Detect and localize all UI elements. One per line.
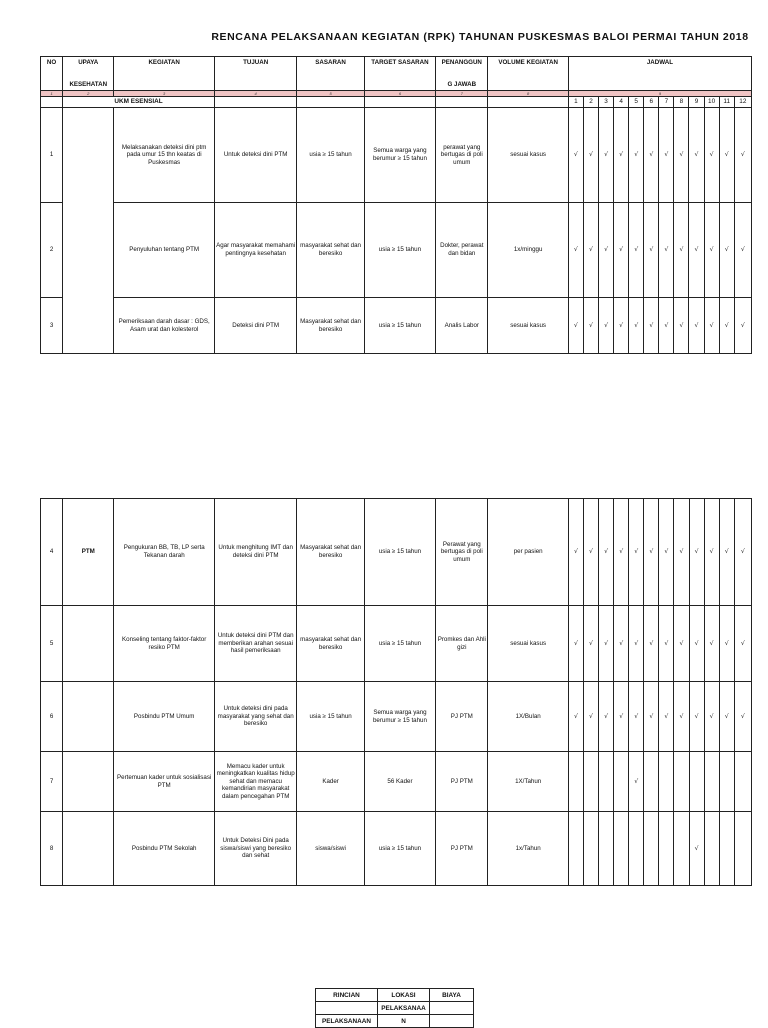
schedule-check: √	[689, 606, 704, 682]
table-row	[41, 203, 752, 298]
schedule-empty	[734, 752, 751, 812]
schedule-empty	[674, 812, 689, 886]
row-tujuan: Untuk Deteksi Dini pada siswa/siswi yang beresiko dan sehat	[214, 812, 296, 886]
table-row	[41, 499, 752, 606]
row-tujuan: Memacu kader untuk meningkatkan kualitas hidup sehat dan memacu kemandirian masyarakat dalam pencegahan PTM	[214, 752, 296, 812]
schedule-check: √	[644, 682, 659, 752]
schedule-check: √	[614, 108, 629, 203]
summary-biaya: BIAYA	[430, 989, 474, 1002]
row-upaya	[63, 812, 114, 886]
summary-lokasi: LOKASI	[378, 989, 430, 1002]
schedule-check: √	[689, 682, 704, 752]
section-row	[41, 97, 752, 108]
row-no: 8	[41, 812, 63, 886]
row-penanggung-jawab: PJ PTM	[436, 812, 488, 886]
row-penanggung-jawab: Dokter, perawat dan bidan	[436, 203, 488, 298]
month-header: 5	[629, 97, 644, 108]
header-target-sasaran: TARGET SASARAN	[364, 57, 435, 91]
row-sasaran: usia ≥ 15 tahun	[297, 108, 364, 203]
header-sasaran: SASARAN	[297, 57, 364, 91]
schedule-check: √	[734, 108, 751, 203]
month-header: 9	[689, 97, 704, 108]
schedule-check: √	[583, 203, 598, 298]
schedule-check: √	[644, 203, 659, 298]
row-tujuan: Untuk menghitung IMT dan deteksi dini PTM	[214, 499, 296, 606]
row-no: 2	[41, 203, 63, 298]
schedule-empty	[644, 752, 659, 812]
schedule-check: √	[674, 682, 689, 752]
rpk-table-part-1	[40, 56, 752, 354]
schedule-empty	[734, 812, 751, 886]
blank-cell	[297, 97, 364, 108]
schedule-check: √	[674, 203, 689, 298]
row-penanggung-jawab: Promkes dan Ahli gizi	[436, 606, 488, 682]
schedule-check: √	[719, 606, 734, 682]
row-penanggung-jawab: Analis Labor	[436, 298, 488, 354]
schedule-check: √	[568, 203, 583, 298]
table-row	[41, 752, 752, 812]
schedule-empty	[599, 812, 614, 886]
row-sasaran: masyarakat sehat dan beresiko	[297, 203, 364, 298]
schedule-check: √	[719, 203, 734, 298]
row-penanggung-jawab: PJ PTM	[436, 752, 488, 812]
row-no: 1	[41, 108, 63, 203]
row-no: 3	[41, 298, 63, 354]
schedule-empty	[583, 812, 598, 886]
table-row	[41, 298, 752, 354]
schedule-check: √	[629, 499, 644, 606]
row-sasaran: Masyarakat sehat dan beresiko	[297, 499, 364, 606]
summary-pelaksanaan: PELAKSANAAN	[316, 1015, 378, 1028]
blank-cell	[436, 97, 488, 108]
schedule-check: √	[734, 203, 751, 298]
schedule-check: √	[689, 298, 704, 354]
blank-cell	[430, 1015, 474, 1028]
row-sasaran: masyarakat sehat dan beresiko	[297, 606, 364, 682]
schedule-check: √	[704, 203, 719, 298]
schedule-check: √	[599, 606, 614, 682]
schedule-check: √	[719, 108, 734, 203]
schedule-empty	[568, 752, 583, 812]
schedule-check: √	[583, 298, 598, 354]
schedule-check: √	[719, 499, 734, 606]
schedule-empty	[704, 812, 719, 886]
schedule-check: √	[583, 682, 598, 752]
schedule-check: √	[599, 108, 614, 203]
row-upaya	[63, 752, 114, 812]
header-upaya	[63, 57, 114, 91]
blank-cell	[214, 97, 296, 108]
blank-cell	[430, 1002, 474, 1015]
header-jadwal: JADWAL	[568, 57, 751, 91]
row-volume: sesuai kasus	[488, 298, 568, 354]
schedule-check: √	[734, 499, 751, 606]
table-row	[41, 682, 752, 752]
schedule-empty	[674, 752, 689, 812]
row-target: usia ≥ 15 tahun	[364, 606, 435, 682]
document-title: RENCANA PELAKSANAAN KEGIATAN (RPK) TAHUNAN PUSKESMAS BALOI PERMAI TAHUN 2018	[211, 31, 749, 43]
row-kegiatan: Melaksanakan deteksi dini ptm pada umur 15 thn keatas di Puskesmas	[114, 108, 215, 203]
schedule-check: √	[599, 682, 614, 752]
schedule-empty	[704, 752, 719, 812]
schedule-check: √	[659, 298, 674, 354]
index-cell: 8	[488, 91, 568, 97]
schedule-check: √	[644, 108, 659, 203]
table-row	[41, 812, 752, 886]
schedule-check: √	[689, 203, 704, 298]
row-volume: 1x/Tahun	[488, 812, 568, 886]
row-kegiatan: Konseling tentang faktor-faktor resiko PTM	[114, 606, 215, 682]
schedule-check: √	[704, 298, 719, 354]
index-cell: 9	[568, 91, 751, 97]
row-upaya	[63, 108, 114, 354]
blank-cell	[316, 1002, 378, 1015]
schedule-check: √	[674, 606, 689, 682]
row-target: usia ≥ 15 tahun	[364, 298, 435, 354]
row-upaya	[63, 606, 114, 682]
month-header: 6	[644, 97, 659, 108]
schedule-check: √	[629, 606, 644, 682]
row-kegiatan: Posbindu PTM Sekolah	[114, 812, 215, 886]
schedule-check: √	[629, 203, 644, 298]
schedule-check: √	[659, 682, 674, 752]
schedule-empty	[659, 812, 674, 886]
schedule-check: √	[704, 606, 719, 682]
row-sasaran: siswa/siswi	[297, 812, 364, 886]
schedule-empty	[719, 752, 734, 812]
summary-table	[315, 988, 474, 1028]
rpk-table-part-2	[40, 498, 752, 886]
row-target: usia ≥ 15 tahun	[364, 203, 435, 298]
row-penanggung-jawab: PJ PTM	[436, 682, 488, 752]
header-upaya-line2: KESEHATAN	[69, 81, 108, 89]
month-header: 2	[583, 97, 598, 108]
row-kegiatan: Pemeriksaan darah dasar : GDS, Asam urat dan kolesterol	[114, 298, 215, 354]
schedule-check: √	[719, 298, 734, 354]
row-no: 4	[41, 499, 63, 606]
month-header: 11	[719, 97, 734, 108]
schedule-check: √	[674, 298, 689, 354]
row-no: 7	[41, 752, 63, 812]
schedule-check: √	[644, 298, 659, 354]
summary-lokasi-line3: N	[378, 1015, 430, 1028]
header-pj-line1: PENANGGUN	[441, 59, 482, 66]
row-kegiatan: Pengukuran BB, TB, LP serta Tekanan darah	[114, 499, 215, 606]
schedule-check: √	[734, 606, 751, 682]
index-cell: 1	[41, 91, 63, 97]
row-volume: per pasien	[488, 499, 568, 606]
schedule-check: √	[614, 606, 629, 682]
header-pj-line2: G JAWAB	[447, 81, 477, 89]
row-volume: 1x/minggu	[488, 203, 568, 298]
month-header: 10	[704, 97, 719, 108]
header-kegiatan: KEGIATAN	[114, 57, 215, 91]
schedule-check: √	[719, 682, 734, 752]
row-kegiatan: Pertemuan kader untuk sosialisasi PTM	[114, 752, 215, 812]
schedule-check: √	[629, 682, 644, 752]
header-penanggung-jawab	[436, 57, 488, 91]
row-target: usia ≥ 15 tahun	[364, 812, 435, 886]
schedule-check: √	[568, 298, 583, 354]
schedule-empty	[599, 752, 614, 812]
row-upaya: PTM	[63, 499, 114, 606]
header-upaya-line1: UPAYA	[78, 59, 99, 66]
schedule-check: √	[614, 203, 629, 298]
index-cell: 2	[63, 91, 114, 97]
row-upaya	[63, 682, 114, 752]
schedule-empty	[689, 752, 704, 812]
table-row	[41, 108, 752, 203]
row-target: 56 Kader	[364, 752, 435, 812]
index-cell: 6	[364, 91, 435, 97]
schedule-check: √	[689, 499, 704, 606]
row-kegiatan: Penyuluhan tentang PTM	[114, 203, 215, 298]
month-header: 8	[674, 97, 689, 108]
schedule-check: √	[674, 108, 689, 203]
index-cell: 5	[297, 91, 364, 97]
row-penanggung-jawab: Perawat yang bertugas di poli umum	[436, 499, 488, 606]
schedule-empty	[629, 812, 644, 886]
index-cell: 7	[436, 91, 488, 97]
row-sasaran: Kader	[297, 752, 364, 812]
blank-cell	[364, 97, 435, 108]
schedule-check: √	[659, 203, 674, 298]
row-tujuan: Deteksi dini PTM	[214, 298, 296, 354]
schedule-empty	[659, 752, 674, 812]
schedule-check: √	[659, 499, 674, 606]
schedule-check: √	[583, 499, 598, 606]
schedule-check: √	[689, 108, 704, 203]
row-volume: sesuai kasus	[488, 108, 568, 203]
schedule-check: √	[704, 108, 719, 203]
table-row	[41, 606, 752, 682]
month-header: 7	[659, 97, 674, 108]
row-volume: 1X/Tahun	[488, 752, 568, 812]
schedule-check: √	[599, 499, 614, 606]
schedule-empty	[644, 812, 659, 886]
schedule-check: √	[599, 203, 614, 298]
blank-cell	[41, 97, 63, 108]
schedule-check: √	[644, 499, 659, 606]
schedule-check: √	[614, 298, 629, 354]
schedule-check: √	[659, 606, 674, 682]
schedule-check: √	[734, 682, 751, 752]
row-target: usia ≥ 15 tahun	[364, 499, 435, 606]
index-cell: 3	[114, 91, 215, 97]
month-header: 1	[568, 97, 583, 108]
summary-lokasi-line2: PELAKSANAA	[378, 1002, 430, 1015]
schedule-empty	[583, 752, 598, 812]
schedule-check: √	[734, 298, 751, 354]
schedule-check: √	[659, 108, 674, 203]
row-no: 6	[41, 682, 63, 752]
header-no: NO	[41, 57, 63, 91]
row-target: Semua warga yang berumur ≥ 15 tahun	[364, 108, 435, 203]
month-header: 4	[614, 97, 629, 108]
schedule-check: √	[568, 499, 583, 606]
header-tujuan: TUJUAN	[214, 57, 296, 91]
header-volume-kegiatan: VOLUME KEGIATAN	[488, 57, 568, 91]
month-header: 12	[734, 97, 751, 108]
schedule-check: √	[704, 682, 719, 752]
schedule-check: √	[629, 108, 644, 203]
row-kegiatan: Posbindu PTM Umum	[114, 682, 215, 752]
schedule-check: √	[629, 298, 644, 354]
row-penanggung-jawab: perawat yang bertugas di poli umum	[436, 108, 488, 203]
row-sasaran: usia ≥ 15 tahun	[297, 682, 364, 752]
schedule-check: √	[583, 606, 598, 682]
schedule-empty	[614, 812, 629, 886]
row-volume: sesuai kasus	[488, 606, 568, 682]
row-volume: 1X/Bulan	[488, 682, 568, 752]
row-tujuan: Untuk deteksi dini PTM dan memberikan arahan sesuai hasil pemeriksaan	[214, 606, 296, 682]
schedule-check: √	[629, 752, 644, 812]
schedule-empty	[568, 812, 583, 886]
summary-rincian: RINCIAN	[316, 989, 378, 1002]
schedule-check: √	[599, 298, 614, 354]
row-tujuan: Agar masyarakat memahami pentingnya kesehatan	[214, 203, 296, 298]
schedule-check: √	[644, 606, 659, 682]
row-no: 5	[41, 606, 63, 682]
row-tujuan: Untuk deteksi dini pada masyarakat yang sehat dan beresiko	[214, 682, 296, 752]
schedule-check: √	[614, 499, 629, 606]
schedule-check: √	[568, 606, 583, 682]
schedule-check: √	[583, 108, 598, 203]
schedule-check: √	[614, 682, 629, 752]
schedule-check: √	[568, 108, 583, 203]
index-cell: 4	[214, 91, 296, 97]
month-header: 3	[599, 97, 614, 108]
row-target: Semua warga yang berumur ≥ 15 tahun	[364, 682, 435, 752]
row-sasaran: Masyarakat sehat dan beresiko	[297, 298, 364, 354]
schedule-check: √	[568, 682, 583, 752]
row-tujuan: Untuk deteksi dini PTM	[214, 108, 296, 203]
schedule-check: √	[704, 499, 719, 606]
section-title: UKM ESENSIAL	[63, 97, 215, 108]
schedule-check: √	[674, 499, 689, 606]
blank-cell	[488, 97, 568, 108]
schedule-empty	[614, 752, 629, 812]
schedule-check: √	[689, 812, 704, 886]
schedule-empty	[719, 812, 734, 886]
